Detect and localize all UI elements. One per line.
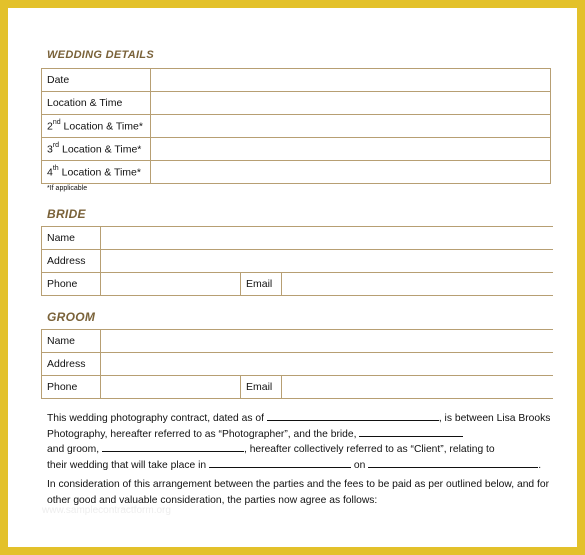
wedding-details-heading: WEDDING DETAILS bbox=[47, 49, 154, 61]
contract-line-2 bbox=[47, 427, 547, 443]
bride-address-row bbox=[42, 250, 554, 273]
bride-table bbox=[41, 226, 553, 296]
groom-email-field[interactable] bbox=[282, 376, 554, 399]
groom-address-field[interactable] bbox=[101, 353, 554, 376]
watermark: www.samplecontractform.org bbox=[42, 505, 171, 516]
contract-text: , hereafter collectively referred to as “Client”, relating to bbox=[243, 444, 495, 456]
bride-phone-field[interactable] bbox=[101, 273, 241, 296]
groom-heading: GROOM bbox=[47, 310, 96, 324]
location-2-row bbox=[42, 115, 551, 138]
groom-table bbox=[41, 329, 553, 399]
contract-line-1 bbox=[47, 411, 551, 427]
location-3-label: 3rd Location & Time* bbox=[42, 138, 151, 161]
wedding-place-blank[interactable] bbox=[209, 458, 351, 468]
contract-line-4 bbox=[47, 458, 547, 474]
location-3-row bbox=[42, 138, 551, 161]
consideration-line-1: In consideration of this arrangement between the parties and the fees to be paid as per outlined below, and for bbox=[47, 479, 550, 490]
if-applicable-note: *If applicable bbox=[47, 185, 88, 192]
contract-text: This wedding photography contract, dated as of bbox=[47, 413, 264, 424]
location-4-row bbox=[42, 161, 551, 184]
location-field[interactable] bbox=[151, 92, 551, 115]
date-label: Date bbox=[42, 69, 151, 92]
location-label: Location & Time bbox=[42, 92, 151, 115]
bride-phone-row bbox=[42, 273, 554, 296]
location-2-label: 2nd Location & Time* bbox=[42, 115, 151, 138]
contract-text: . bbox=[538, 459, 542, 471]
bride-address-label: Address bbox=[42, 250, 101, 273]
location-4-label: 4th Location & Time* bbox=[42, 161, 151, 184]
groom-phone-field[interactable] bbox=[101, 376, 241, 399]
groom-name-blank[interactable] bbox=[102, 442, 244, 452]
contract-intro-paragraph bbox=[47, 411, 551, 473]
groom-name-label: Name bbox=[42, 330, 101, 353]
bride-email-field[interactable] bbox=[282, 273, 554, 296]
groom-phone-row bbox=[42, 376, 554, 399]
date-row bbox=[42, 69, 551, 92]
groom-address-label: Address bbox=[42, 353, 101, 376]
bride-name-label: Name bbox=[42, 227, 101, 250]
bride-address-field[interactable] bbox=[101, 250, 554, 273]
groom-name-row bbox=[42, 330, 554, 353]
contract-line-3 bbox=[47, 442, 547, 458]
bride-phone-label: Phone bbox=[42, 273, 101, 296]
location-3-field[interactable] bbox=[151, 138, 551, 161]
groom-name-field[interactable] bbox=[101, 330, 554, 353]
groom-email-label: Email bbox=[241, 376, 282, 399]
wedding-details-table bbox=[41, 68, 551, 184]
bride-name-row bbox=[42, 227, 554, 250]
contract-text: their wedding that will take place in bbox=[47, 459, 207, 471]
location-row bbox=[42, 92, 551, 115]
wedding-date-blank[interactable] bbox=[368, 458, 538, 468]
location-4-field[interactable] bbox=[151, 161, 551, 184]
contract-text: on bbox=[353, 459, 366, 471]
consideration-paragraph bbox=[47, 477, 550, 508]
groom-address-row bbox=[42, 353, 554, 376]
contract-text: Photography, hereafter referred to as “Photographer”, and the bride, bbox=[47, 428, 357, 440]
groom-phone-label: Phone bbox=[42, 376, 101, 399]
date-field[interactable] bbox=[151, 69, 551, 92]
bride-email-label: Email bbox=[241, 273, 282, 296]
bride-heading: BRIDE bbox=[47, 207, 86, 221]
location-2-field[interactable] bbox=[151, 115, 551, 138]
contract-page bbox=[8, 8, 577, 547]
consideration-line-2: other good and valuable consideration, the parties now agree as follows: bbox=[47, 494, 378, 506]
bride-name-field[interactable] bbox=[101, 227, 554, 250]
contract-text: , is between Lisa Brooks bbox=[438, 413, 551, 424]
contract-date-blank[interactable] bbox=[267, 411, 439, 421]
contract-text: and groom, bbox=[47, 444, 100, 456]
bride-name-blank[interactable] bbox=[359, 427, 463, 437]
